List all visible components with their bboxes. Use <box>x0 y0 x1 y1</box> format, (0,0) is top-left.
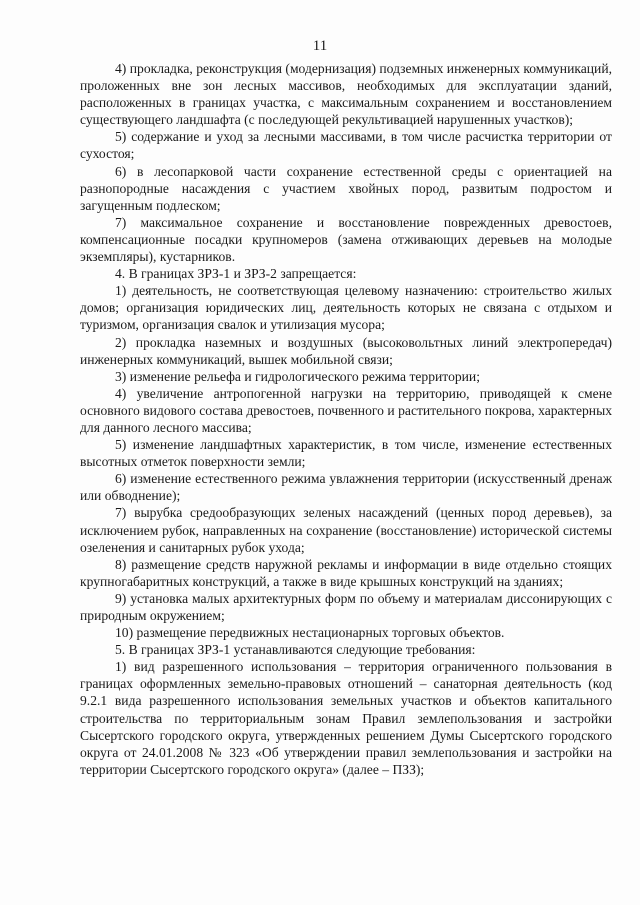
prohibition-item-3: 3) изменение рельефа и гидрологического режима территории; <box>115 368 480 384</box>
prohibition-item-5: 5) изменение ландшафтных характеристик, в том числе, изменение естественных высотных отметок поверхности земли; <box>80 437 612 470</box>
requirement-item-1: 1) вид разрешенного использования – территория ограниченного пользования в границах оформленных земельно-правовых отношений – санаторная деятельность (код 9.2.1 вида разрешенного использования земельных участков и объектов капитального строительства по территориальным зонам Правил землепользования и застройки Сысертского городского округа, утвержденных решением Думы Сысертского городского округа от 24.01.2008 № 323 «Об утверждении правил землепользования и застройки на территории Сысертского городского округа» (далее – ПЗЗ); <box>80 659 612 777</box>
section-heading-5-requirements: 5. В границах ЗРЗ-1 устанавливаются следующие требования: <box>115 642 476 658</box>
paragraph-item-5-forest-care: 5) содержание и уход за лесными массивами, в том числе расчистка территории от сухостоя; <box>80 129 612 162</box>
paragraph-item-4-laying-utilities: 4) прокладка, реконструкция (модернизация) подземных инженерных коммуникаций, проложенных вне зон лесных массивов, необходимых для эксплуатации зданий, расположенных в границах участка, с максимальным сохранением и восстановлением существующего ландшафта (с последующей рекультивацией нарушенных участков); <box>80 61 612 128</box>
document-body <box>80 60 612 778</box>
prohibition-item-1: 1) деятельность, не соответствующая целевому назначению: строительство жилых домов; организация юридических лиц, деятельность которых не связана с отдыхом и туризмом, организация свалок и утилизация мусора; <box>80 283 612 333</box>
prohibition-item-4: 4) увеличение антропогенной нагрузки на территорию, приводящей к смене основного видового состава древостоев, почвенного и растительного покрова, характерных для данного лесного массива; <box>80 385 612 435</box>
prohibition-item-2: 2) прокладка наземных и воздушных (высоковольтных линий электропередач) инженерных коммуникаций, вышек мобильной связи; <box>80 334 612 367</box>
prohibition-item-6: 6) изменение естественного режима увлажнения территории (искусственный дренаж или обводнение); <box>80 471 612 504</box>
prohibition-item-10: 10) размещение передвижных нестационарных торговых объектов. <box>115 625 505 641</box>
page-number: 11 <box>312 38 328 54</box>
paragraph-item-6-forest-park: 6) в лесопарковой части сохранение естественной среды с ориентацией на разнопородные насаждения с участием хвойных пород, развитым подростом и загущенным подлеском; <box>80 163 612 213</box>
prohibition-item-8: 8) размещение средств наружной рекламы и информации в виде отдельно стоящих крупногабаритных конструкций, а также в виде крышных конструкций на зданиях; <box>80 556 612 589</box>
section-heading-4-prohibitions: 4. В границах ЗРЗ-1 и ЗРЗ-2 запрещается: <box>115 266 357 282</box>
paragraph-item-7-restoration: 7) максимальное сохранение и восстановление поврежденных древостоев, компенсационные посадки крупномеров (замена отживающих деревьев на молодые экземпляры), кустарников. <box>80 214 612 265</box>
prohibition-item-7: 7) вырубка средообразующих зеленых насаждений (ценных пород деревьев), за исключением рубок, направленных на сохранение (восстановление) исторической системы озеленения и санитарных рубок ухода; <box>80 505 612 555</box>
prohibition-item-9: 9) установка малых архитектурных форм по объему и материалам диссонирующих с природным окружением; <box>80 590 612 623</box>
